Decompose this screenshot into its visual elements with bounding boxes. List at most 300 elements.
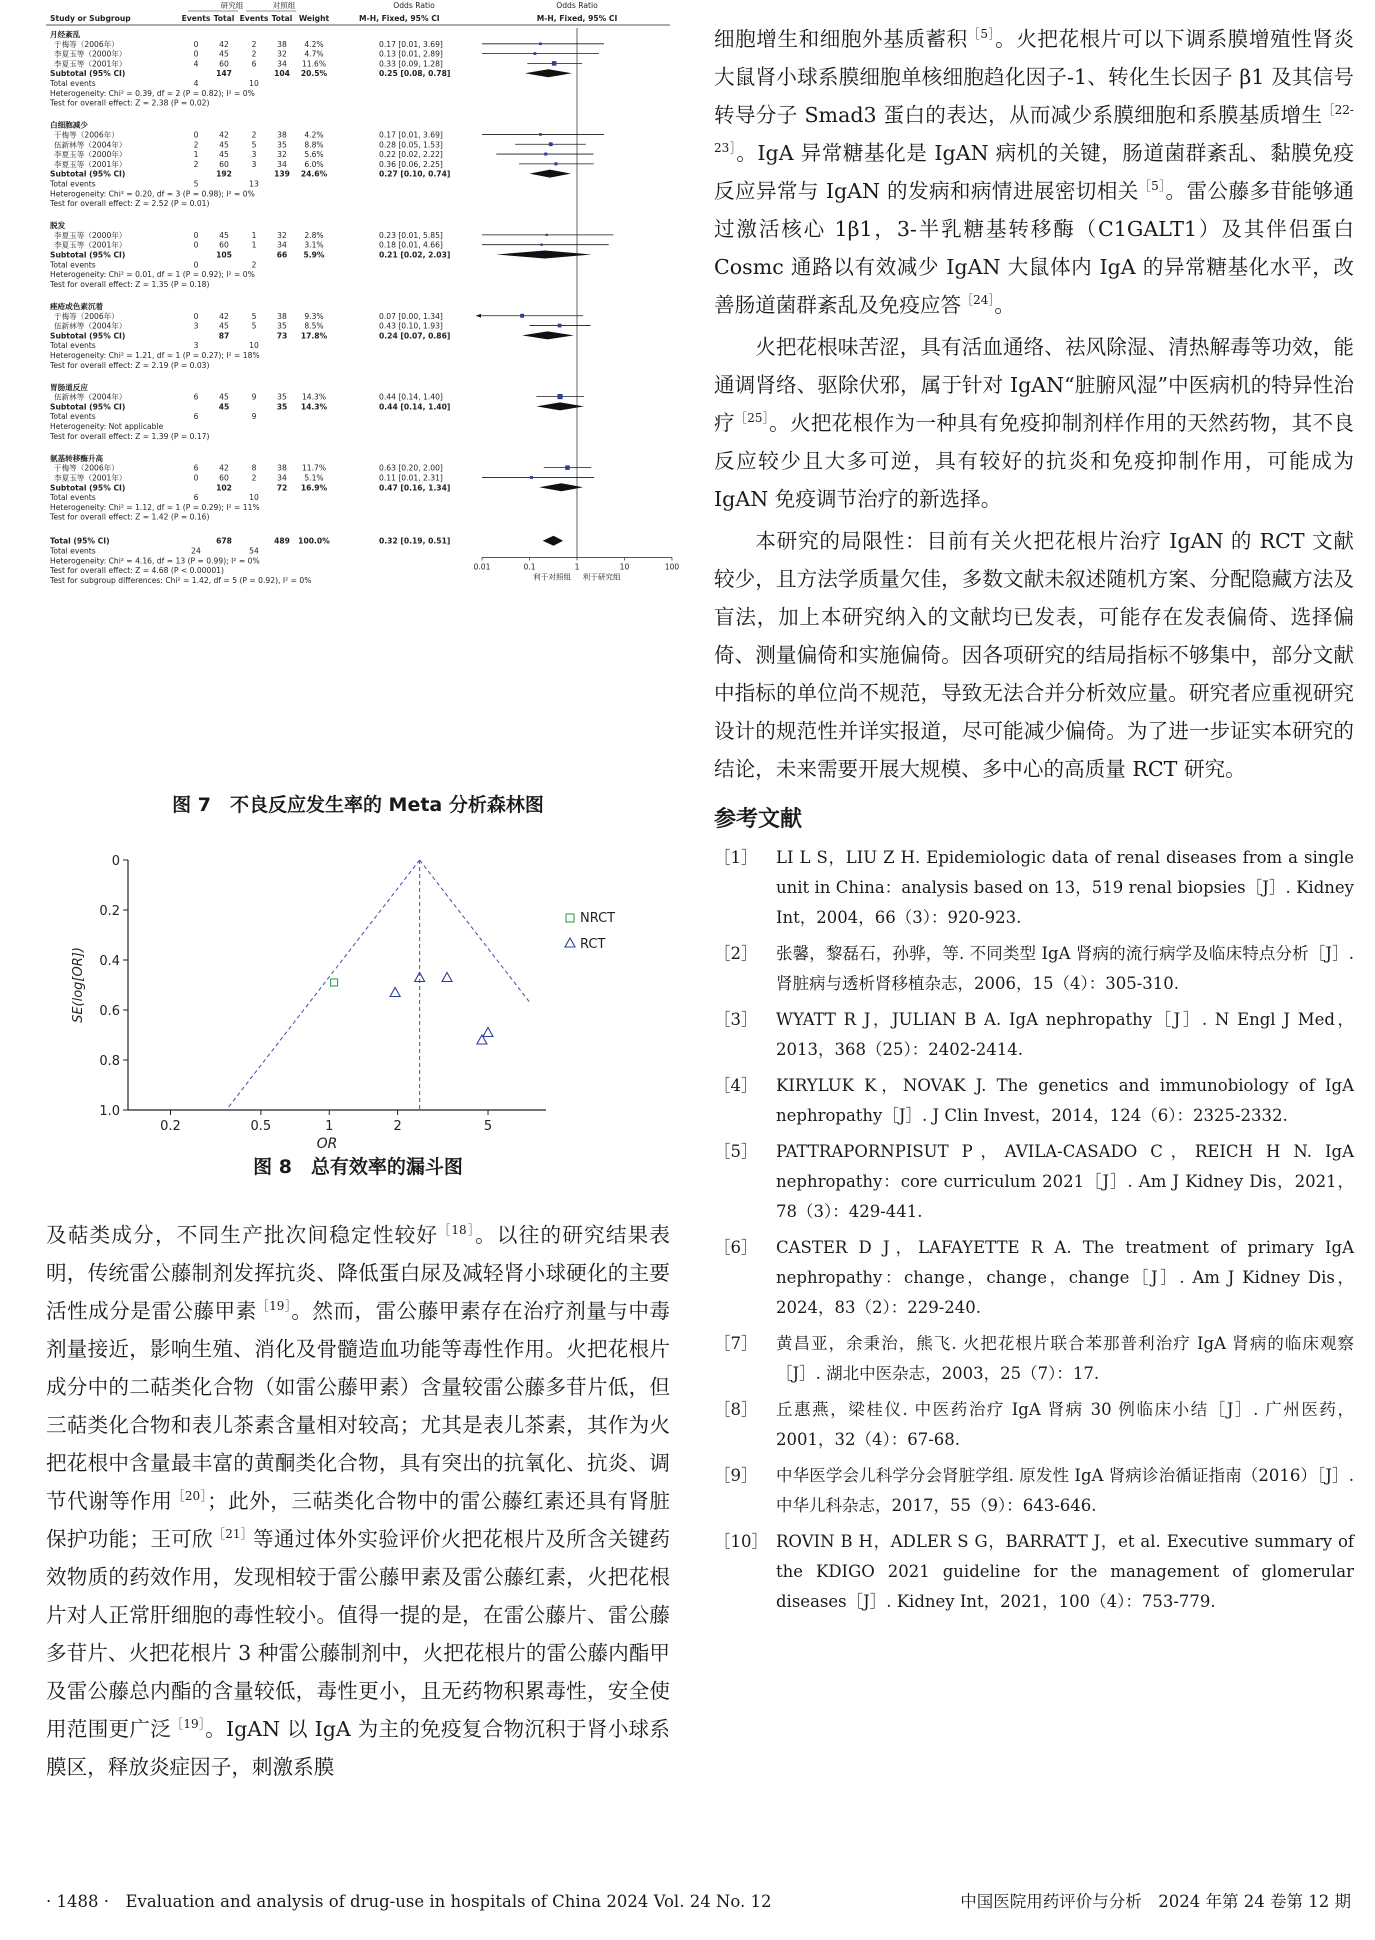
subtotal-label: Subtotal (95% CI) <box>50 69 126 79</box>
study-or: 0.43 [0.10, 1.93] <box>379 321 443 331</box>
text: 。IgAN 以 IgA 为主的免疫复合物沉积于肾小球系膜区，释放炎症因子，刺激系膜 <box>46 1717 670 1779</box>
subgroup-title: 胃肠道反应 <box>50 382 88 392</box>
reference-item <box>714 1527 1354 1617</box>
reference-item <box>714 939 1354 999</box>
x-axis-label: OR <box>316 1136 338 1152</box>
axis-tick-label: 10 <box>619 562 630 572</box>
subtotal-weight: 20.5% <box>300 69 328 79</box>
header-weight: Weight <box>298 14 330 23</box>
subtotal-diamond <box>539 483 583 491</box>
reference-text: 张馨，黎磊石，孙骅，等. 不同类型 IgA 肾病的流行病学及临床特点分析［J］. 肾脏病与透析肾移植杂志，2006，15（4）：305-310. <box>776 944 1354 993</box>
study-point <box>544 153 547 156</box>
reference-list <box>714 843 1354 1617</box>
study-point <box>557 394 562 399</box>
study-total: 60 <box>219 473 229 483</box>
subgroup-difference-test: Test for subgroup differences: Chi² = 1.42, df = 5 (P = 0.92), I² = 0% <box>50 575 312 585</box>
study-point <box>552 61 557 66</box>
events-count: 0 <box>193 260 199 270</box>
subtotal-total: 147 <box>216 69 232 79</box>
study-events: 3 <box>251 159 257 169</box>
study-events: 5 <box>251 311 257 321</box>
events-label: Total events <box>50 412 96 422</box>
study-weight: 5.1% <box>304 473 324 483</box>
study-total: 60 <box>219 159 229 169</box>
text: 。雷公藤多苷能够通过激活核心 1β1，3-半乳糖基转移酶（C1GALT1）及其伴侣蛋白 Cosmc 通路以有效减少 IgAN 大鼠体内 IgA 的异常糖基化水平，改善肠道菌群紊乱及免疫应答 <box>714 179 1354 317</box>
study-total: 38 <box>277 311 287 321</box>
reference-text: PATTRAPORNPISUT P，AVILA-CASADO C，REICH H N. IgA nephropathy：core curriculum 2021［J］. Am J Kidney Dis，2021，78（3）：429-441. <box>776 1142 1354 1221</box>
text: 等通过体外实验评价火把花根片及所含关键药效物质的药效作用，发现相较于雷公藤甲素及雷公藤红素，火把花根片对人正常肝细胞的毒性较小。值得一提的是，在雷公藤片、雷公藤多苷片、火把花根片 3 种雷公藤制剂中，火把花根片的雷公藤内酯甲及雷公藤总内酯的含量较低，毒性更小，且无药物积累毒性，安全使用范围更广泛 <box>46 1527 671 1741</box>
header-total: Total <box>213 14 235 23</box>
study-events: 6 <box>251 59 257 69</box>
study-label: 于梅等（2006年） <box>54 311 119 321</box>
study-total: 45 <box>219 140 229 150</box>
events-label: Total events <box>50 493 96 503</box>
study-or: 0.33 [0.09, 1.28] <box>379 59 443 69</box>
study-label: 李夏玉等（2000年） <box>54 49 127 59</box>
text: 。火把花根片可以下调系膜增殖性肾炎大鼠肾小球系膜细胞单核细胞趋化因子-1、转化生长因子 β1 及其信号转导分子 Smad3 蛋白的表达，从而减少系膜细胞和系膜基质增生 <box>714 27 1355 127</box>
study-total: 42 <box>219 130 229 140</box>
subtotal-weight: 5.9% <box>303 250 325 260</box>
citation: ［5］ <box>1138 179 1166 194</box>
axis-tick-label: 0.1 <box>523 562 536 572</box>
events-count: 10 <box>249 79 259 88</box>
reference-text: 中华医学会儿科学分会肾脏学组. 原发性 IgA 肾病诊治循证指南（2016）［J］. 中华儿科杂志，2017，55（9）：643-646. <box>776 1466 1354 1515</box>
header-total: Total <box>271 14 293 23</box>
y-tick-label: 0.8 <box>99 1054 120 1069</box>
study-label: 于梅等（2006年） <box>54 39 119 49</box>
study-or: 0.17 [0.01, 3.69] <box>379 130 443 140</box>
subgroup-title: 痤疮或色素沉着 <box>50 301 104 311</box>
right-column <box>714 20 1354 1623</box>
text: 及萜类成分，不同生产批次间稳定性较好 <box>46 1223 439 1247</box>
legend-label: RCT <box>580 937 606 952</box>
reference-number: ［2］ <box>714 944 758 963</box>
subtotal-total: 102 <box>216 483 232 493</box>
subtotal-total: 45 <box>218 402 230 412</box>
study-weight: 8.8% <box>304 140 324 150</box>
citation: ［20］ <box>172 1489 208 1504</box>
paragraph <box>714 20 1354 324</box>
study-total: 35 <box>277 392 287 402</box>
y-tick-label: 1.0 <box>99 1104 120 1119</box>
header-group-ctrl: 对照组 <box>272 1 296 10</box>
footer-right: 中国医院用药评价与分析 2024 年第 24 卷第 12 期 <box>960 1892 1351 1911</box>
events-count: 2 <box>251 260 257 270</box>
study-or: 0.17 [0.01, 3.69] <box>379 39 443 49</box>
study-weight: 3.1% <box>304 240 324 250</box>
study-total: 60 <box>219 240 229 250</box>
nrct-point <box>331 979 338 986</box>
funnel-left <box>226 860 419 1110</box>
study-events: 0 <box>193 311 199 321</box>
study-events: 2 <box>251 473 257 483</box>
study-label: 于梅等（2006年） <box>54 130 119 140</box>
study-weight: 4.2% <box>304 39 324 49</box>
study-total: 34 <box>277 159 287 169</box>
reference-text: LI L S，LIU Z H. Epidemiologic data of renal diseases from a single unit in China：analysis based on 13，519 renal biopsies［J］. Kidney Int，2004，66（3）：920-923. <box>776 848 1354 927</box>
study-weight: 4.2% <box>304 130 324 140</box>
reference-text: WYATT R J，JULIAN B A. IgA nephropathy［J］. N Engl J Med，2013，368（25）：2402-2414. <box>776 1010 1354 1059</box>
study-point <box>554 162 557 165</box>
heterogeneity-text: Heterogeneity: Chi² = 0.01, df = 1 (P = 0.92); I² = 0% <box>50 270 255 280</box>
reference-item <box>714 1461 1354 1521</box>
study-events: 6 <box>193 463 199 473</box>
events-count: 4 <box>193 79 199 88</box>
overall-test-text: Test for overall effect: Z = 1.39 (P = 0.17) <box>50 431 210 441</box>
study-label: 伍新林等（2004年） <box>54 392 127 402</box>
subtotal-or: 0.21 [0.02, 2.03] <box>379 250 451 260</box>
subgroup-title: 氨基转移酶升高 <box>50 453 104 463</box>
citation: ［19］ <box>256 1299 292 1314</box>
subtotal-diamond <box>522 331 574 339</box>
header-or2: Odds Ratio <box>556 1 598 10</box>
reference-number: ［8］ <box>714 1400 758 1419</box>
header-events: Events <box>181 14 211 23</box>
reference-number: ［7］ <box>714 1334 758 1353</box>
study-events: 0 <box>193 130 199 140</box>
citation: ［19］ <box>171 1717 206 1732</box>
reference-number: ［5］ <box>714 1142 758 1161</box>
axis-favours-left: 利于对照组 <box>533 572 572 582</box>
subtotal-total: 192 <box>216 169 232 179</box>
study-point <box>520 314 524 318</box>
study-total: 45 <box>219 150 229 160</box>
study-or: 0.28 [0.05, 1.53] <box>379 140 443 150</box>
study-point <box>539 133 542 136</box>
x-tick-label: 0.5 <box>250 1119 272 1134</box>
study-total: 38 <box>277 130 287 140</box>
text: 。然而，雷公藤甲素存在治疗剂量与中毒剂量接近，影响生殖、消化及骨髓造血功能等毒性作用。火把花根片成分中的二萜类化合物（如雷公藤甲素）含量较雷公藤多苷片低，但三萜类化合物和表儿茶素含量相对较高；尤其是表儿茶素，其作为火把花根中含量最丰富的黄酮类化合物，具有突出的抗氧化、抗炎、调节代谢等作用 <box>46 1299 671 1513</box>
reference-item <box>714 843 1354 933</box>
paragraph: 本研究的局限性：目前有关火把花根片治疗 IgAN 的 RCT 文献较少，且方法学质量欠佳，多数文献未叙述随机方案、分配隐藏方法及盲法，加上本研究纳入的文献均已发表，可能存在发表偏倚、选择偏倚、测量偏倚和实施偏倚。因各项研究的结局指标不够集中，部分文献中指标的单位尚不规范，导致无法合并分析效应量。研究者应重视研究设计的规范性并详实报道，尽可能减少偏倚。为了进一步证实本研究的结论，未来需要开展大规模、多中心的高质量 RCT 研究。 <box>714 529 1354 781</box>
reference-number: ［4］ <box>714 1076 758 1095</box>
total-count: 678 <box>216 536 232 546</box>
subtotal-total: 66 <box>276 250 288 260</box>
total-events: 24 <box>191 546 201 556</box>
study-or: 0.07 [0.00, 1.34] <box>379 311 443 321</box>
reference-number: ［10］ <box>714 1532 768 1551</box>
total-heterogeneity: Heterogeneity: Chi² = 4.16, df = 13 (P = 0.99); I² = 0% <box>50 556 260 566</box>
subtotal-weight: 16.9% <box>300 483 328 493</box>
funnel-right <box>420 860 530 1003</box>
study-weight: 11.7% <box>301 463 327 473</box>
y-axis-label: SE(log[OR]) <box>71 947 86 1023</box>
study-total: 32 <box>277 49 287 59</box>
reference-item <box>714 1329 1354 1389</box>
events-count: 10 <box>249 341 259 351</box>
total-overall-test: Test for overall effect: Z = 4.68 (P < 0.00001) <box>50 566 224 576</box>
y-tick-label: 0.2 <box>99 904 120 919</box>
study-label: 李夏玉等（2001年） <box>54 473 127 483</box>
text: ；此外，三萜类化合物中的雷公藤红素还具有肾脏保护功能；王可欣 <box>46 1489 671 1551</box>
subtotal-or: 0.24 [0.07, 0.86] <box>379 331 451 341</box>
study-events: 8 <box>251 463 257 473</box>
total-events-label: Total events <box>50 546 96 556</box>
overall-test-text: Test for overall effect: Z = 1.42 (P = 0.16) <box>50 512 210 522</box>
study-events: 1 <box>251 240 257 250</box>
reference-number: ［1］ <box>714 848 758 867</box>
study-total: 45 <box>219 230 229 240</box>
subtotal-or: 0.27 [0.10, 0.74] <box>379 169 451 179</box>
study-point <box>558 324 562 328</box>
study-events: 5 <box>251 140 257 150</box>
header-study: Study or Subgroup <box>50 14 131 23</box>
axis-tick-label: 100 <box>664 562 680 572</box>
study-total: 38 <box>277 463 287 473</box>
study-label: 李夏玉等（2000年） <box>54 150 127 160</box>
subtotal-or: 0.44 [0.14, 1.40] <box>379 402 451 412</box>
study-label: 李夏玉等（2000年） <box>54 230 127 240</box>
study-events: 3 <box>193 321 199 331</box>
study-or: 0.23 [0.01, 5.85] <box>379 230 443 240</box>
axis-tick-label: 1 <box>574 562 580 572</box>
overall-test-text: Test for overall effect: Z = 2.52 (P = 0.01) <box>50 199 210 209</box>
study-weight: 2.8% <box>304 230 324 240</box>
study-events: 3 <box>251 150 257 160</box>
subgroup-title: 白细胞减少 <box>50 120 88 130</box>
overall-test-text: Test for overall effect: Z = 2.38 (P = 0.02) <box>50 98 210 108</box>
subtotal-total: 105 <box>216 250 232 260</box>
reference-text: 黄昌亚，余秉治，熊飞. 火把花根片联合苯那普利治疗 IgA 肾病的临床观察［J］. 湖北中医杂志，2003，25（7）：17. <box>776 1334 1354 1383</box>
study-point <box>540 244 542 246</box>
study-label: 伍新林等（2004年） <box>54 321 127 331</box>
forest-plot <box>46 0 680 780</box>
citation: ［18］ <box>438 1223 476 1238</box>
subtotal-label: Subtotal (95% CI) <box>50 250 126 260</box>
events-count: 3 <box>193 341 199 351</box>
study-total: 32 <box>277 230 287 240</box>
x-tick-label: 0.2 <box>160 1119 181 1134</box>
text: 火把花根味苦涩，具有活血通络、祛风除湿、清热解毒等功效，能通调肾络、驱除伏邪，属于针对 IgAN“脏腑风湿”中医病机的特异性治疗 <box>714 335 1354 435</box>
study-events: 0 <box>193 39 199 49</box>
study-events: 2 <box>251 130 257 140</box>
figure8-caption: 图 8 总有效率的漏斗图 <box>253 1156 463 1178</box>
study-point <box>565 465 570 470</box>
study-events: 0 <box>193 49 199 59</box>
study-label: 李夏玉等（2001年） <box>54 159 127 169</box>
events-label: Total events <box>50 179 96 189</box>
citation: ［25］ <box>734 411 770 426</box>
study-events: 2 <box>193 159 199 169</box>
subtotal-weight: 24.6% <box>300 169 328 179</box>
subtotal-weight: 17.8% <box>300 331 328 341</box>
reference-number: ［9］ <box>714 1466 758 1485</box>
header-or: Odds Ratio <box>393 1 435 10</box>
study-or: 0.22 [0.02, 2.22] <box>379 150 443 160</box>
total-count: 489 <box>274 536 290 546</box>
subtotal-weight: 14.3% <box>300 402 328 412</box>
text: 。IgA 异常糖基化是 IgAN 病机的关键，肠道菌群紊乱、黏膜免疫反应异常与 IgAN 的发病和病情进展密切相关 <box>714 141 1354 203</box>
study-total: 34 <box>277 240 287 250</box>
events-count: 6 <box>193 412 199 422</box>
study-point <box>546 234 548 236</box>
header-or-sub: M-H, Fixed, 95% CI <box>359 14 440 23</box>
study-events: 1 <box>251 230 257 240</box>
subtotal-label: Subtotal (95% CI) <box>50 483 126 493</box>
header-events: Events <box>239 14 269 23</box>
study-events: 2 <box>251 49 257 59</box>
study-label: 伍新林等（2004年） <box>54 140 127 150</box>
citation: ［24］ <box>961 293 995 308</box>
heterogeneity-text: Heterogeneity: Chi² = 0.39, df = 2 (P = 0.82); I² = 0% <box>50 88 255 98</box>
subgroup-title: 脱发 <box>50 221 66 231</box>
axis-favours-right: 利于研究组 <box>582 572 621 582</box>
rct-point <box>483 1028 493 1037</box>
subtotal-total: 35 <box>276 402 288 412</box>
reference-text: ROVIN B H，ADLER S G，BARRATT J，et al. Executive summary of the KDIGO 2021 guideline for the management of glomerular diseases［J］. Kidney Int，2021，100（4）：753-779. <box>776 1532 1354 1611</box>
y-tick-label: 0.4 <box>99 954 120 969</box>
study-weight: 4.7% <box>304 49 324 59</box>
study-events: 2 <box>193 140 199 150</box>
study-or: 0.13 [0.01, 2.89] <box>379 49 443 59</box>
reference-item <box>714 1233 1354 1323</box>
text: 。以往的研究结果表明，传统雷公藤制剂发挥抗炎、降低蛋白尿及减轻肾小球硬化的主要活性成分是雷公藤甲素 <box>46 1223 670 1323</box>
heterogeneity-text: Heterogeneity: Chi² = 1.12, df = 1 (P = 0.29); I² = 11% <box>50 502 260 512</box>
study-or: 0.44 [0.14, 1.40] <box>379 392 443 402</box>
reference-item <box>714 1395 1354 1455</box>
text: 细胞增生和细胞外基质蓄积 <box>714 27 968 51</box>
references-heading: 参考文献 <box>714 807 803 832</box>
reference-item <box>714 1137 1354 1227</box>
reference-text: KIRYLUK K，NOVAK J. The genetics and immunobiology of IgA nephropathy［J］. J Clin Invest，2014，124（6）：2325-2332. <box>776 1076 1354 1125</box>
citation: ［21］ <box>212 1527 254 1542</box>
subtotal-total: 139 <box>274 169 290 179</box>
legend-rct-marker <box>565 938 575 947</box>
events-count: 13 <box>249 179 259 189</box>
total-or: 0.32 [0.19, 0.51] <box>379 536 451 546</box>
x-tick-label: 2 <box>393 1119 402 1134</box>
x-tick-label: 1 <box>325 1119 334 1134</box>
events-label: Total events <box>50 79 96 88</box>
study-or: 0.63 [0.20, 2.00] <box>379 463 443 473</box>
study-events: 1 <box>193 150 199 160</box>
subtotal-diamond <box>530 170 571 178</box>
heterogeneity-text: Heterogeneity: Chi² = 0.20, df = 3 (P = 0.98); I² = 0% <box>50 189 255 199</box>
study-events: 2 <box>251 39 257 49</box>
reference-item <box>714 1005 1354 1065</box>
header-or2-sub: M-H, Fixed, 95% CI <box>536 14 618 23</box>
total-events: 54 <box>249 546 259 556</box>
heterogeneity-text: Heterogeneity: Not applicable <box>50 422 164 431</box>
axis-tick-label: 0.01 <box>473 562 491 572</box>
study-events: 5 <box>251 321 257 331</box>
citation: ［22-23］ <box>714 103 1354 156</box>
text: 。火把花根作为一种具有免疫抑制剂样作用的天然药物，其不良反应较少且大多可逆，具有较好的抗炎和免疫抑制作用，可能成为 IgAN 免疫调节治疗的新选择。 <box>714 411 1355 511</box>
subtotal-label: Subtotal (95% CI) <box>50 169 126 179</box>
events-count: 5 <box>193 179 199 189</box>
study-label: 李夏玉等（2001年） <box>54 59 127 69</box>
study-or: 0.36 [0.06, 2.25] <box>379 159 443 169</box>
events-count: 9 <box>251 412 257 422</box>
study-total: 34 <box>277 473 287 483</box>
study-events: 9 <box>251 392 257 402</box>
study-total: 42 <box>219 39 229 49</box>
reference-number: ［3］ <box>714 1010 758 1029</box>
funnel-plot <box>46 842 670 1152</box>
events-label: Total events <box>50 341 96 351</box>
study-total: 35 <box>277 321 287 331</box>
study-total: 34 <box>277 59 287 69</box>
study-total: 42 <box>219 311 229 321</box>
rct-point <box>442 973 452 982</box>
subgroup-title: 月经紊乱 <box>50 30 81 39</box>
ci-arrow <box>476 314 481 318</box>
reference-item <box>714 1071 1354 1131</box>
total-diamond <box>543 536 563 546</box>
study-total: 45 <box>219 392 229 402</box>
study-or: 0.11 [0.01, 2.31] <box>379 473 443 483</box>
study-weight: 6.0% <box>304 159 324 169</box>
study-point <box>530 476 533 479</box>
paragraph <box>46 1216 670 1786</box>
subtotal-total: 87 <box>218 331 230 341</box>
events-label: Total events <box>50 260 96 270</box>
study-weight: 11.6% <box>301 59 327 69</box>
study-label: 李夏玉等（2001年） <box>54 240 127 250</box>
study-weight: 9.3% <box>304 311 324 321</box>
study-weight: 5.6% <box>304 150 324 160</box>
subtotal-label: Subtotal (95% CI) <box>50 331 126 341</box>
events-count: 10 <box>249 493 259 503</box>
subtotal-total: 104 <box>274 69 290 79</box>
reference-number: ［6］ <box>714 1238 758 1257</box>
study-point <box>534 52 537 55</box>
y-tick-label: 0.6 <box>99 1004 120 1019</box>
study-label: 于梅等（2006年） <box>54 463 119 473</box>
citation: ［5］ <box>967 27 996 42</box>
figure7-caption: 图 7 不良反应发生率的 Meta 分析森林图 <box>172 794 544 816</box>
study-events: 4 <box>193 59 199 69</box>
left-body-text <box>46 1216 670 1786</box>
study-total: 38 <box>277 39 287 49</box>
study-total: 42 <box>219 463 229 473</box>
subtotal-or: 0.25 [0.08, 0.78] <box>379 69 451 79</box>
text: 。 <box>994 293 1015 317</box>
study-point <box>549 142 553 146</box>
study-total: 45 <box>219 49 229 59</box>
footer-left: · 1488 · Evaluation and analysis of drug-use in hospitals of China 2024 Vol. 24 No. 12 <box>46 1892 772 1911</box>
study-events: 0 <box>193 240 199 250</box>
heterogeneity-text: Heterogeneity: Chi² = 1.21, df = 1 (P = 0.27); I² = 18% <box>50 350 260 360</box>
total-weight: 100.0% <box>298 536 330 546</box>
events-count: 6 <box>193 493 199 503</box>
study-total: 45 <box>219 321 229 331</box>
overall-test-text: Test for overall effect: Z = 2.19 (P = 0.03) <box>50 360 210 370</box>
study-total: 60 <box>219 59 229 69</box>
subtotal-or: 0.47 [0.16, 1.34] <box>379 483 451 493</box>
legend-label: NRCT <box>580 911 616 926</box>
study-events: 0 <box>193 230 199 240</box>
study-total: 32 <box>277 150 287 160</box>
reference-text: CASTER D J，LAFAYETTE R A. The treatment of primary IgA nephropathy：change，change，change［J］. Am J Kidney Dis，2024，83（2）：229-240. <box>776 1238 1354 1317</box>
study-or: 0.18 [0.01, 4.66] <box>379 240 443 250</box>
x-tick-label: 5 <box>483 1119 493 1134</box>
rct-point <box>390 988 400 997</box>
subtotal-total: 72 <box>276 483 288 493</box>
reference-text: 丘惠燕，梁桂仪. 中医药治疗 IgA 肾病 30 例临床小结［J］. 广州医药，2001，32（4）：67-68. <box>776 1400 1354 1449</box>
study-point <box>539 42 542 45</box>
paragraph <box>714 328 1354 518</box>
study-weight: 14.3% <box>301 392 327 402</box>
header-group-exp: 研究组 <box>220 1 244 10</box>
study-weight: 8.5% <box>304 321 324 331</box>
y-tick-label: 0 <box>111 854 120 869</box>
subtotal-total: 73 <box>276 331 288 341</box>
total-label: Total (95% CI) <box>50 536 110 546</box>
study-total: 35 <box>277 140 287 150</box>
subtotal-label: Subtotal (95% CI) <box>50 402 126 412</box>
study-events: 6 <box>193 392 199 402</box>
